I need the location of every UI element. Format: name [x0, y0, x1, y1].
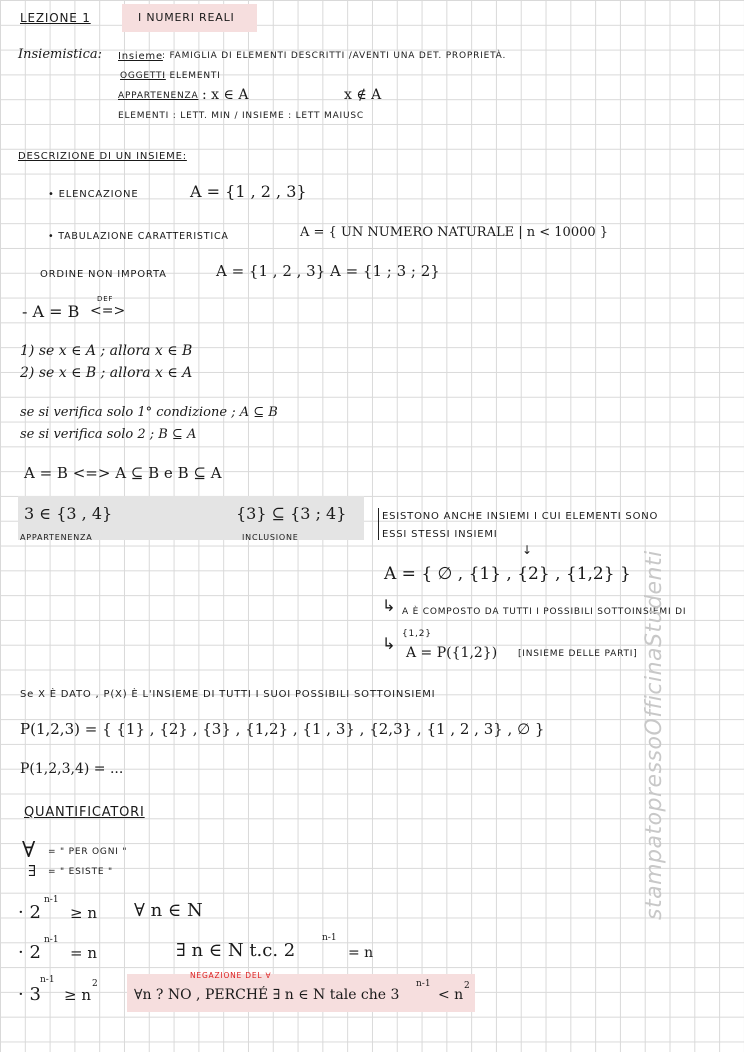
example-3-answer-relation: < n: [438, 987, 464, 1003]
parti-line-2: ESSI STESSI INSIEMI: [382, 529, 498, 540]
appartenenza-example: 3 ∈ {3 , 4}: [24, 504, 113, 523]
example-3-answer-relation-exponent: 2: [464, 981, 470, 991]
parti-line-1: ESISTONO ANCHE INSIEMI I CUI ELEMENTI SONO: [382, 511, 659, 522]
oggetti-definition: : ELEMENTI: [162, 71, 221, 81]
def-label: DEF: [97, 295, 114, 303]
condition-1: 1) se x ∈ A ; allora x ∈ B: [20, 343, 193, 359]
example-1-quantifier: ∀ n ∈ N: [134, 900, 203, 921]
example-1-relation: ≥ n: [70, 904, 97, 922]
down-arrow-icon: ↓: [522, 543, 533, 557]
lesson-number: LEZIONE 1: [20, 11, 91, 25]
se-line-2: se si verifica solo 2 ; B ⊆ A: [20, 427, 197, 442]
example-1-base: · 2: [18, 902, 41, 923]
example-3-relation-exponent: 2: [92, 979, 98, 989]
ordine-example-2: A = {1 ; 3 ; 2}: [330, 262, 440, 280]
parti-set: {1,2}: [402, 629, 432, 639]
example-2-q-relation: = n: [348, 945, 374, 961]
example-2-exponent: n-1: [44, 935, 59, 945]
parti-arrow-1: A È COMPOSTO DA TUTTI I POSSIBILI SOTTOINSIEMI DI: [402, 607, 687, 617]
parti-bracket: [INSIEME DELLE PARTI]: [518, 649, 638, 659]
ordine-label: ORDINE NON IMPORTA: [40, 269, 167, 280]
exists-definition: = " ESISTE ": [48, 867, 113, 877]
parti-expression: A = { ∅ , {1} , {2} , {1,2} }: [384, 564, 631, 584]
ordine-example-1: A = {1 , 2 , 3}: [216, 262, 326, 280]
potenza-line: Se X È DATO , P(X) È L'INSIEME DI TUTTI I SUOI POSSIBILI SOTTOINSIEMI: [20, 689, 436, 700]
page-title: I NUMERI REALI: [138, 11, 235, 24]
tabulazione-label: • TABULAZIONE CARATTERISTICA: [48, 231, 229, 242]
inclusione-example: {3} ⊆ {3 ; 4}: [236, 504, 347, 523]
insieme-label: Insieme: [118, 51, 163, 62]
example-3-exponent: n-1: [40, 975, 55, 985]
elencazione-example: A = {1 , 2 , 3}: [190, 182, 307, 201]
example-1-exponent: n-1: [44, 895, 59, 905]
equality-result: A = B <=> A ⊆ B e B ⊆ A: [24, 464, 222, 482]
oggetti-label: OGGETTI: [120, 71, 166, 81]
hook-arrow-icon: ↳: [382, 596, 396, 615]
example-3-answer-exponent: n-1: [416, 979, 431, 989]
parti-arrow-2: A = P({1,2}): [406, 645, 498, 661]
power-set-1234: P(1,2,3,4) = ...: [20, 761, 124, 777]
exists-symbol: ∃: [28, 862, 37, 880]
power-set-123: P(1,2,3) = { {1} , {2} , {3} , {1,2} , {1 , 3} , {2,3} , {1 , 2 , 3} , ∅ }: [20, 720, 545, 738]
appartenenza-caption: APPARTENENZA: [20, 533, 93, 542]
inclusione-caption: INCLUSIONE: [242, 533, 299, 542]
forall-definition: = " PER OGNI ": [48, 847, 128, 857]
appartenenza-definition: : x ∈ A: [202, 87, 249, 103]
tabulazione-example: A = { UN NUMERO NATURALE | n < 10000 }: [300, 225, 609, 240]
example-3-answer: ∀n ? NO , PERCHÉ ∃ n ∈ N tale che 3: [134, 987, 400, 1003]
example-2-quantifier: ∃ n ∈ N t.c. 2: [176, 940, 296, 961]
parti-bar: [378, 508, 379, 540]
non-appartenenza: x ∉ A: [344, 87, 382, 103]
quantificatori-heading: QUANTIFICATORI: [24, 805, 145, 820]
def-arrow: <=>: [90, 303, 126, 319]
negazione-note: NEGAZIONE DEL ∀: [190, 971, 272, 980]
example-2-base: · 2: [18, 942, 41, 963]
forall-symbol: ∀: [22, 838, 36, 863]
descrizione-heading: DESCRIZIONE DI UN INSIEME:: [18, 151, 187, 162]
example-3-base: · 3: [18, 984, 41, 1005]
se-line-1: se si verifica solo 1° condizione ; A ⊆ B: [20, 405, 278, 420]
equality-definition: - A = B: [22, 302, 80, 321]
example-2-q-exponent: n-1: [322, 933, 337, 943]
condition-2: 2) se x ∈ B ; allora x ∈ A: [20, 365, 193, 381]
example-3-relation: ≥ n: [64, 986, 91, 1004]
insiemistica-label: Insiemistica:: [18, 47, 102, 62]
insieme-definition: : FAMIGLIA DI ELEMENTI DESCRITTI /AVENTI UNA DET. PROPRIETÀ.: [162, 51, 507, 61]
elencazione-label: • ELENCAZIONE: [48, 189, 139, 200]
hook-arrow-icon: ↳: [382, 634, 396, 653]
watermark: stampatopressoOfficinaStudenti: [642, 550, 667, 920]
appartenenza-label: APPARTENENZA: [118, 91, 199, 101]
example-2-relation: = n: [70, 944, 97, 962]
elementi-line: ELEMENTI : LETT. MIN / INSIEME : LETT MAIUSC: [118, 111, 364, 121]
